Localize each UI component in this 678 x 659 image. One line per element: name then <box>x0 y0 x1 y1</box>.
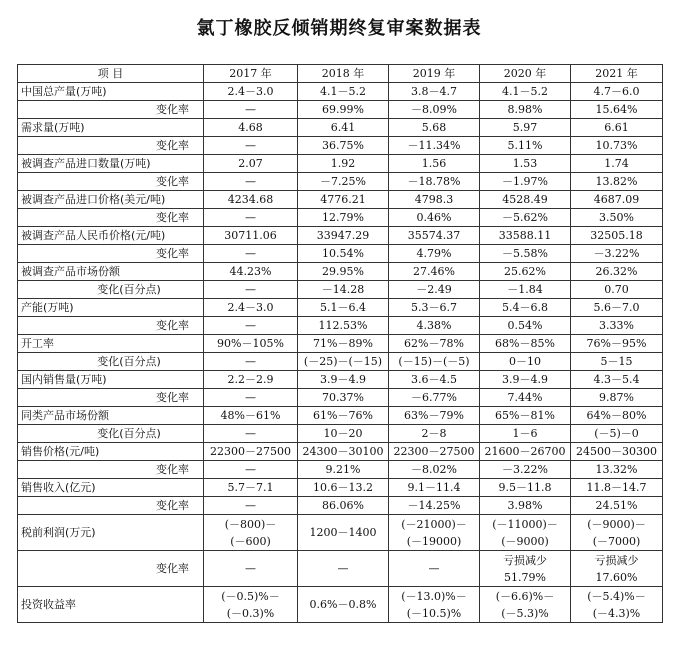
table-row <box>18 155 663 173</box>
table-cell <box>480 587 571 623</box>
table-cell: 48%－61% <box>204 407 298 425</box>
row-label: 变化率 <box>18 245 204 263</box>
table-cell: 76%－95% <box>571 335 663 353</box>
table-cell: －5.62% <box>480 209 571 227</box>
table-cell: 25.62% <box>480 263 571 281</box>
row-label: 需求量(万吨) <box>18 119 204 137</box>
table-cell: (－5)－0 <box>571 425 663 443</box>
table-cell: 24500－30300 <box>571 443 663 461</box>
table-header-row <box>18 65 663 83</box>
row-label: 变化(百分点) <box>18 281 204 299</box>
table-cell: 65%－81% <box>480 407 571 425</box>
table-cell: －3.22% <box>571 245 663 263</box>
table-cell: 9.87% <box>571 389 663 407</box>
cell-line: (－9000) <box>501 534 549 548</box>
table-cell: 3.6－4.5 <box>389 371 480 389</box>
table-cell: 9.5－11.8 <box>480 479 571 497</box>
table-cell <box>480 515 571 551</box>
table-cell: — <box>204 425 298 443</box>
table-cell: 68%－85% <box>480 335 571 353</box>
table-cell: 3.8－4.7 <box>389 83 480 101</box>
row-label: 被调查产品进口数量(万吨) <box>18 155 204 173</box>
table-cell: －6.77% <box>389 389 480 407</box>
table-cell: 33947.29 <box>298 227 389 245</box>
table-cell: — <box>204 497 298 515</box>
table-cell: －14.25% <box>389 497 480 515</box>
table-cell <box>298 551 389 587</box>
table-cell: －2.49 <box>389 281 480 299</box>
table-cell: 5－15 <box>571 353 663 371</box>
table-cell: 3.98% <box>480 497 571 515</box>
header-cell-2018: 2018 年 <box>298 65 389 83</box>
table-cell: — <box>204 173 298 191</box>
table-cell: 26.32% <box>571 263 663 281</box>
table-cell: 86.06% <box>298 497 389 515</box>
table-row <box>18 407 663 425</box>
row-label: 变化率 <box>18 317 204 335</box>
table-cell <box>298 587 389 623</box>
table-cell: 22300－27500 <box>389 443 480 461</box>
table-cell: — <box>204 101 298 119</box>
table-row <box>18 479 663 497</box>
table-row <box>18 425 663 443</box>
table-cell: 4776.21 <box>298 191 389 209</box>
table-row <box>18 245 663 263</box>
cell-line: — <box>245 562 256 575</box>
table-cell <box>204 551 298 587</box>
table-cell: －1.97% <box>480 173 571 191</box>
row-label: 变化(百分点) <box>18 353 204 371</box>
row-label: 变化率 <box>18 497 204 515</box>
table-row <box>18 335 663 353</box>
cell-line: (－7000) <box>592 534 641 548</box>
table-cell: 12.79% <box>298 209 389 227</box>
table-cell: 2－8 <box>389 425 480 443</box>
table-row <box>18 353 663 371</box>
row-label: 产能(万吨) <box>18 299 204 317</box>
table-cell: 11.8－14.7 <box>571 479 663 497</box>
table-cell: 2.07 <box>204 155 298 173</box>
table-cell: 5.97 <box>480 119 571 137</box>
row-label: 变化率 <box>18 461 204 479</box>
table-cell: 5.7－7.1 <box>204 479 298 497</box>
header-cell-item: 项 目 <box>18 65 204 83</box>
table-cell: 24.51% <box>571 497 663 515</box>
table-row <box>18 137 663 155</box>
cell-line: (－9000)－ <box>587 517 646 531</box>
row-label: 变化率 <box>18 173 204 191</box>
cell-line: (－600) <box>230 534 271 548</box>
table-cell: 71%－89% <box>298 335 389 353</box>
row-label: 变化率 <box>18 137 204 155</box>
table-cell: 1－6 <box>480 425 571 443</box>
cell-line: 51.79% <box>504 570 546 584</box>
cell-line: 1200－1400 <box>309 526 377 539</box>
cell-line: (－11000)－ <box>492 517 558 531</box>
table-cell: 1.53 <box>480 155 571 173</box>
table-cell: 5.4－6.8 <box>480 299 571 317</box>
table-cell: 0.46% <box>389 209 480 227</box>
table-cell: 61%－76% <box>298 407 389 425</box>
table-cell: 44.23% <box>204 263 298 281</box>
table-cell <box>480 551 571 587</box>
cell-line: (－10.5)% <box>406 606 462 620</box>
table-body <box>18 65 663 623</box>
cell-line: 亏损减少 <box>594 553 639 567</box>
header-cell-2020: 2020 年 <box>480 65 571 83</box>
table-cell: 4.7－6.0 <box>571 83 663 101</box>
row-label: 国内销售量(万吨) <box>18 371 204 389</box>
table-cell: 0.70 <box>571 281 663 299</box>
table-row <box>18 587 663 623</box>
table-cell: 5.3－6.7 <box>389 299 480 317</box>
table-cell: 3.33% <box>571 317 663 335</box>
table-cell <box>389 587 480 623</box>
table-row <box>18 461 663 479</box>
table-cell: 27.46% <box>389 263 480 281</box>
table-cell: — <box>204 389 298 407</box>
table-cell: 112.53% <box>298 317 389 335</box>
cell-line: (－21000)－ <box>401 517 467 531</box>
row-label: 开工率 <box>18 335 204 353</box>
table-cell: — <box>204 209 298 227</box>
table-cell: 24300－30100 <box>298 443 389 461</box>
table-cell: 33588.11 <box>480 227 571 245</box>
table-cell: 32505.18 <box>571 227 663 245</box>
row-label: 同类产品市场份额 <box>18 407 204 425</box>
row-label: 被调查产品人民币价格(元/吨) <box>18 227 204 245</box>
table-cell: 10.73% <box>571 137 663 155</box>
table-row <box>18 101 663 119</box>
table-cell: — <box>204 353 298 371</box>
table-cell: 3.50% <box>571 209 663 227</box>
header-cell-2017: 2017 年 <box>204 65 298 83</box>
cell-line: (－13.0)%－ <box>401 589 467 603</box>
table-cell: 10－20 <box>298 425 389 443</box>
row-label: 销售价格(元/吨) <box>18 443 204 461</box>
table-cell: 10.54% <box>298 245 389 263</box>
table-row <box>18 515 663 551</box>
table-cell: －3.22% <box>480 461 571 479</box>
row-label: 变化率 <box>18 389 204 407</box>
table-cell <box>571 551 663 587</box>
table-cell: 5.11% <box>480 137 571 155</box>
table-cell: (－25)－(－15) <box>298 353 389 371</box>
table-cell: 5.68 <box>389 119 480 137</box>
table-cell: 64%－80% <box>571 407 663 425</box>
row-label: 中国总产量(万吨) <box>18 83 204 101</box>
page-title: 氯丁橡胶反倾销期终复审案数据表 <box>196 18 482 39</box>
table-cell: 4.1－5.2 <box>298 83 389 101</box>
table-cell: －1.84 <box>480 281 571 299</box>
table-cell: 3.9－4.9 <box>480 371 571 389</box>
table-cell: 21600－26700 <box>480 443 571 461</box>
table-cell: 4798.3 <box>389 191 480 209</box>
table-row <box>18 119 663 137</box>
row-label: 税前利润(万元) <box>18 515 204 551</box>
data-table <box>17 64 663 623</box>
table-row <box>18 281 663 299</box>
row-label: 变化率 <box>18 101 204 119</box>
table-row <box>18 299 663 317</box>
table-cell: 10.6－13.2 <box>298 479 389 497</box>
cell-line: (－6.6)%－ <box>495 589 555 603</box>
cell-line: (－19000) <box>406 534 462 548</box>
table-cell: 4.38% <box>389 317 480 335</box>
row-label: 销售收入(亿元) <box>18 479 204 497</box>
table-cell: 35574.37 <box>389 227 480 245</box>
table-cell <box>204 587 298 623</box>
cell-line: 17.60% <box>595 570 638 584</box>
table-row <box>18 371 663 389</box>
table-cell: 13.32% <box>571 461 663 479</box>
table-cell: －14.28 <box>298 281 389 299</box>
table-cell: －5.58% <box>480 245 571 263</box>
table-cell: －8.09% <box>389 101 480 119</box>
table-cell <box>389 551 480 587</box>
row-label: 投资收益率 <box>18 587 204 623</box>
table-cell: 70.37% <box>298 389 389 407</box>
table-cell: — <box>204 281 298 299</box>
table-cell: －18.78% <box>389 173 480 191</box>
table-cell: －8.02% <box>389 461 480 479</box>
table-cell: 6.61 <box>571 119 663 137</box>
table-cell: 63%－79% <box>389 407 480 425</box>
table-cell <box>298 515 389 551</box>
header-cell-2019: 2019 年 <box>389 65 480 83</box>
table-cell: 4.79% <box>389 245 480 263</box>
table-cell: 13.82% <box>571 173 663 191</box>
table-cell: 4.1－5.2 <box>480 83 571 101</box>
table-cell: — <box>204 137 298 155</box>
cell-line: (－0.5)%－ <box>221 589 280 603</box>
row-label: 被调查产品进口价格(美元/吨) <box>18 191 204 209</box>
table-cell: 1.56 <box>389 155 480 173</box>
header-cell-2021: 2021 年 <box>571 65 663 83</box>
table-cell: 6.41 <box>298 119 389 137</box>
table-cell: 30711.06 <box>204 227 298 245</box>
cell-line: — <box>428 562 440 575</box>
table-cell: 1.74 <box>571 155 663 173</box>
table-cell <box>389 515 480 551</box>
table-cell: 15.64% <box>571 101 663 119</box>
table-row <box>18 389 663 407</box>
table-row <box>18 263 663 281</box>
table-cell: (－15)－(－5) <box>389 353 480 371</box>
table-cell: 62%－78% <box>389 335 480 353</box>
table-cell: 29.95% <box>298 263 389 281</box>
table-cell: 1.92 <box>298 155 389 173</box>
table-cell: 2.2－2.9 <box>204 371 298 389</box>
table-cell: 5.1－6.4 <box>298 299 389 317</box>
table-cell: －11.34% <box>389 137 480 155</box>
table-cell: 4234.68 <box>204 191 298 209</box>
table-cell: — <box>204 317 298 335</box>
table-cell: 0.54% <box>480 317 571 335</box>
cell-line: 亏损减少 <box>503 553 547 567</box>
table-cell: －7.25% <box>298 173 389 191</box>
table-row <box>18 551 663 587</box>
table-row <box>18 83 663 101</box>
table-row <box>18 317 663 335</box>
cell-line: 0.6%－0.8% <box>309 598 377 611</box>
table-cell: 0－10 <box>480 353 571 371</box>
table-cell: 36.75% <box>298 137 389 155</box>
table-cell: 7.44% <box>480 389 571 407</box>
table-cell: 90%－105% <box>204 335 298 353</box>
table-cell: 4.68 <box>204 119 298 137</box>
table-cell: 2.4－3.0 <box>204 299 298 317</box>
cell-line: (－5.3)% <box>501 606 549 620</box>
cell-line: (－5.4)%－ <box>587 589 646 603</box>
table-row <box>18 191 663 209</box>
cell-line: (－4.3)% <box>592 606 641 620</box>
cell-line: (－0.3)% <box>226 606 275 620</box>
table-row <box>18 497 663 515</box>
table-cell: 5.6－7.0 <box>571 299 663 317</box>
table-cell: 9.21% <box>298 461 389 479</box>
table-cell: 2.4－3.0 <box>204 83 298 101</box>
table-row <box>18 209 663 227</box>
table-cell: 4528.49 <box>480 191 571 209</box>
table-cell: 4687.09 <box>571 191 663 209</box>
table-cell: 22300－27500 <box>204 443 298 461</box>
table-row <box>18 227 663 245</box>
cell-line: — <box>337 562 349 575</box>
row-label: 变化率 <box>18 551 204 587</box>
table-row <box>18 443 663 461</box>
table-cell <box>204 515 298 551</box>
table-cell: — <box>204 245 298 263</box>
table-cell: 4.3－5.4 <box>571 371 663 389</box>
table-cell: 3.9－4.9 <box>298 371 389 389</box>
table-cell: — <box>204 461 298 479</box>
table-cell: 8.98% <box>480 101 571 119</box>
row-label: 变化率 <box>18 209 204 227</box>
table-cell <box>571 587 663 623</box>
row-label: 被调查产品市场份额 <box>18 263 204 281</box>
table-cell <box>571 515 663 551</box>
row-label: 变化(百分点) <box>18 425 204 443</box>
table-cell: 9.1－11.4 <box>389 479 480 497</box>
cell-line: (－800)－ <box>224 517 277 531</box>
table-row <box>18 173 663 191</box>
table-cell: 69.99% <box>298 101 389 119</box>
